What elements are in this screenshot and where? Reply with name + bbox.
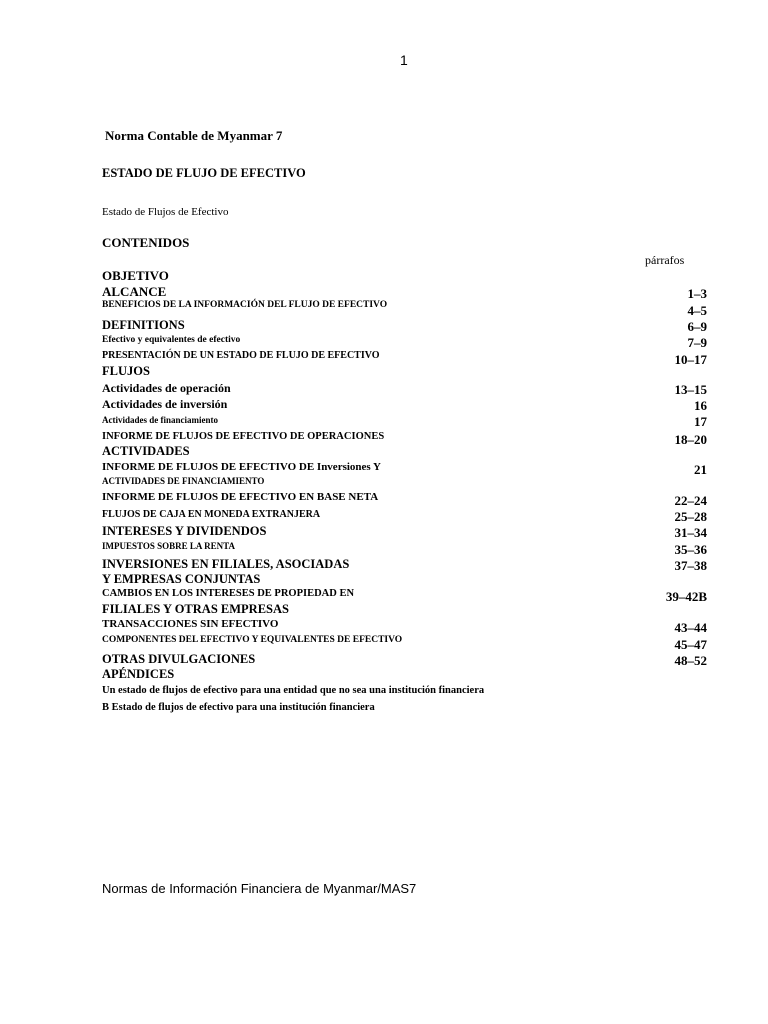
toc-paragraphs: 31–34 — [674, 525, 707, 540]
standard-title: Norma Contable de Myanmar 7 — [105, 128, 283, 143]
document-subtitle: Estado de Flujos de Efectivo — [102, 206, 229, 218]
toc-entry: PRESENTACIÓN DE UN ESTADO DE FLUJO DE EFECTIVO — [102, 350, 380, 361]
toc-entry: Y EMPRESAS CONJUNTAS — [102, 572, 261, 586]
toc-entry: OBJETIVO — [102, 268, 169, 283]
toc-entry: OTRAS DIVULGACIONES — [102, 652, 256, 666]
toc-paragraphs: 39–42B — [665, 589, 707, 604]
toc-entry: Un estado de flujos de efectivo para una entidad que no sea una institución financiera — [102, 685, 485, 696]
toc-entry: CAMBIOS EN LOS INTERESES DE PROPIEDAD EN — [102, 588, 355, 599]
toc-paragraphs: 1–3 — [687, 286, 707, 301]
toc-paragraphs: 35–36 — [674, 542, 707, 557]
toc-entry: ACTIVIDADES DE FINANCIAMIENTO — [102, 476, 265, 486]
toc-entry: ALCANCE — [102, 284, 167, 299]
toc-paragraphs: 7–9 — [687, 335, 707, 350]
toc-entry: BENEFICIOS DE LA INFORMACIÓN DEL FLUJO DE EFECTIVO — [102, 300, 388, 310]
toc-entry: FLUJOS DE CAJA EN MONEDA EXTRANJERA — [102, 509, 321, 520]
toc-entry: APÉNDICES — [102, 667, 175, 681]
toc-entry: IMPUESTOS SOBRE LA RENTA — [102, 541, 235, 551]
toc-paragraphs: 17 — [694, 414, 707, 429]
toc-paragraphs: 10–17 — [674, 352, 707, 367]
toc-entry: Actividades de operación — [102, 381, 231, 395]
toc-entry: FLUJOS — [102, 364, 150, 378]
toc-entry: Efectivo y equivalentes de efectivo — [102, 335, 241, 345]
toc-paragraphs: 48–52 — [674, 653, 707, 668]
toc-entry: DEFINITIONS — [102, 318, 185, 332]
toc-paragraphs: 13–15 — [674, 382, 707, 397]
contents-heading: CONTENIDOS — [102, 235, 190, 250]
toc-paragraphs: 21 — [694, 462, 707, 477]
toc-entry: COMPONENTES DEL EFECTIVO Y EQUIVALENTES DE EFECTIVO — [102, 635, 403, 645]
toc-entry: Actividades de inversión — [102, 397, 228, 411]
toc-paragraphs: 45–47 — [674, 637, 707, 652]
toc-entry: B Estado de flujos de efectivo para una institución financiera — [102, 702, 375, 713]
toc-paragraphs: 22–24 — [674, 493, 707, 508]
toc-entry: FILIALES Y OTRAS EMPRESAS — [102, 602, 289, 616]
toc-paragraphs: 25–28 — [674, 509, 707, 524]
toc-entry: ACTIVIDADES — [102, 444, 190, 458]
toc-paragraphs: 16 — [694, 398, 707, 413]
toc-paragraphs: 6–9 — [687, 319, 707, 334]
toc-entry: Actividades de financiamiento — [102, 415, 218, 425]
toc-paragraphs: 43–44 — [674, 620, 707, 635]
toc-entry: INFORME DE FLUJOS DE EFECTIVO EN BASE NETA — [102, 491, 379, 503]
toc-entry: INFORME DE FLUJOS DE EFECTIVO DE OPERACIONES — [102, 431, 385, 442]
toc-paragraphs: 37–38 — [674, 558, 707, 573]
toc-entry: INFORME DE FLUJOS DE EFECTIVO DE Inversiones Y — [102, 461, 381, 473]
toc-paragraphs: 18–20 — [674, 432, 707, 447]
paragraphs-column-label: párrafos — [645, 253, 685, 267]
toc-entry: INVERSIONES EN FILIALES, ASOCIADAS — [102, 557, 350, 571]
page-footer: Normas de Información Financiera de Myanmar/MAS7 — [102, 881, 417, 896]
toc-paragraphs: 4–5 — [687, 303, 707, 318]
toc-entry: TRANSACCIONES SIN EFECTIVO — [102, 618, 279, 630]
page-number: 1 — [400, 52, 408, 68]
document-title: ESTADO DE FLUJO DE EFECTIVO — [102, 166, 306, 180]
toc-entry: INTERESES Y DIVIDENDOS — [102, 524, 267, 538]
